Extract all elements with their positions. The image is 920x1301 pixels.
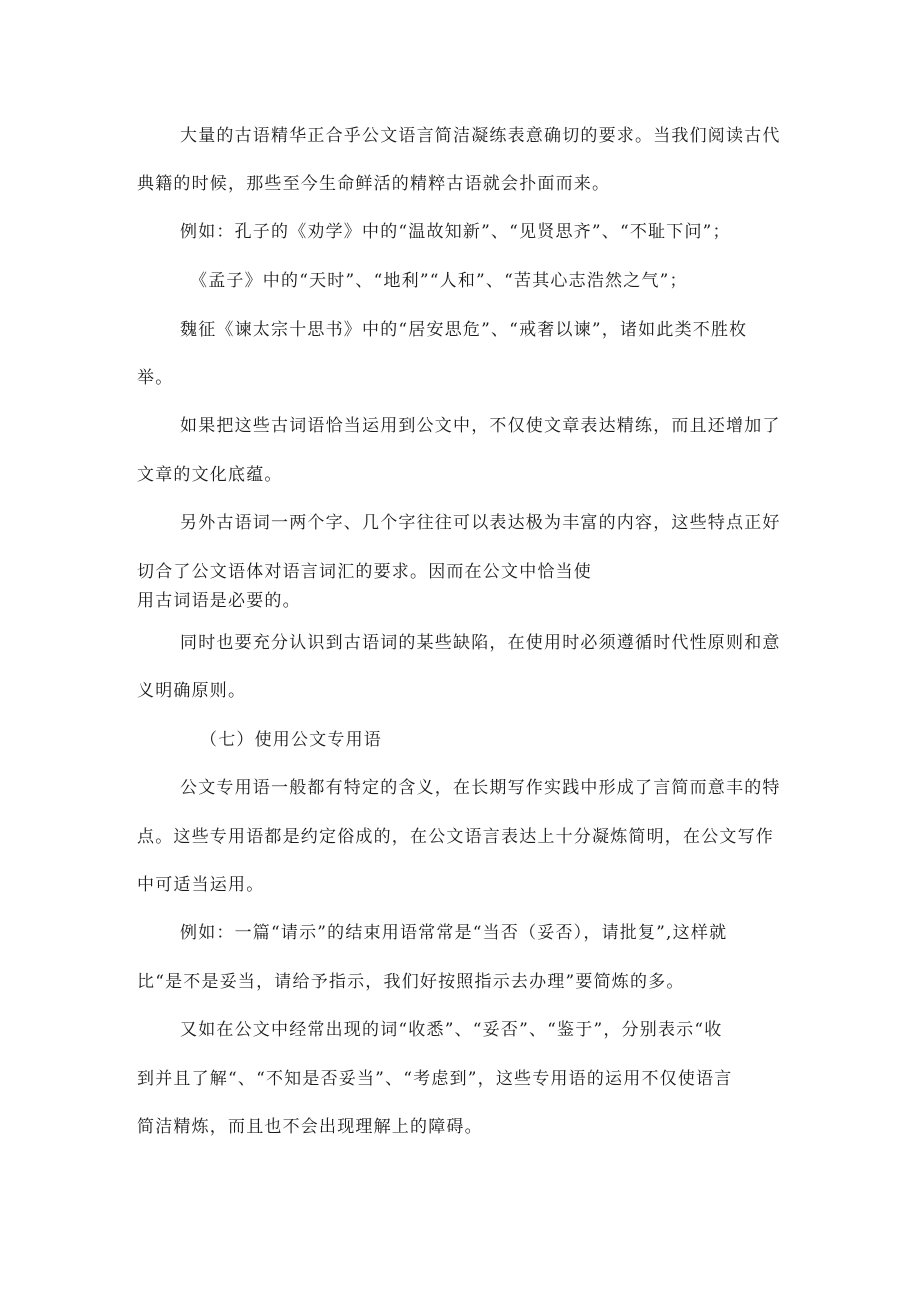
text-line: 用古词语是必要的。	[137, 591, 301, 611]
text-line: 典籍的时候，那些至今生命鲜活的精粹古语就会扑面而来。	[137, 174, 611, 194]
text-line: 中可适当运用。	[137, 875, 265, 895]
text-line: 如果把这些古词语恰当运用到公文中，不仅使文章表达精练，而且还增加了	[180, 416, 781, 436]
text-line: 同时也要充分认识到古语词的某些缺陷，在使用时必须遵循时代性原则和意	[180, 633, 781, 653]
text-line: 切合了公文语体对语言词汇的要求。因而在公文中恰当使	[137, 562, 592, 582]
text-line: 《孟子》中的“天时”、“地利”“人和”、“苦其心志浩然之气”；	[190, 271, 688, 291]
text-line: 例如：一篇“请示”的结束用语常常是“当否（妥否），请批复”,这样就	[180, 923, 728, 943]
text-line: 又如在公文中经常出现的词“收悉”、“妥否”、“鉴于”，分别表示“收	[180, 1020, 723, 1040]
text-line: 公文专用语一般都有特定的含义，在长期写作实践中形成了言简而意丰的特	[180, 778, 781, 798]
text-line: 举。	[137, 368, 174, 388]
text-line: 点。这些专用语都是约定俗成的，在公文语言表达上十分凝炼简明，在公文写作	[137, 827, 774, 847]
text-line: 魏征《谏太宗十思书》中的“居安思危”、“戒奢以谏”，诸如此类不胜枚	[180, 320, 748, 340]
text-line: 例如：孔子的《劝学》中的“温故知新”、“见贤思齐”、“不耻下问”；	[180, 222, 731, 242]
text-line: 到并且了解“、“不知是否妥当”、“考虑到”，这些专用语的运用不仅使语言	[137, 1069, 733, 1089]
text-line: 义明确原则。	[137, 681, 247, 701]
text-line: 简洁精炼，而且也不会出现理解上的障碍。	[137, 1117, 483, 1137]
text-line: 另外古语词一两个字、几个字往往可以表达极为丰富的内容，这些特点正好	[180, 513, 781, 533]
text-line: 比“是不是妥当，请给予指示，我们好按照指示去办理”要简炼的多。	[137, 972, 685, 992]
section-heading: （七）使用公文专用语	[200, 730, 382, 750]
text-line: 大量的古语精华正合乎公文语言简洁凝练表意确切的要求。当我们阅读古代	[180, 126, 781, 146]
text-line: 文章的文化底蕴。	[137, 465, 283, 485]
